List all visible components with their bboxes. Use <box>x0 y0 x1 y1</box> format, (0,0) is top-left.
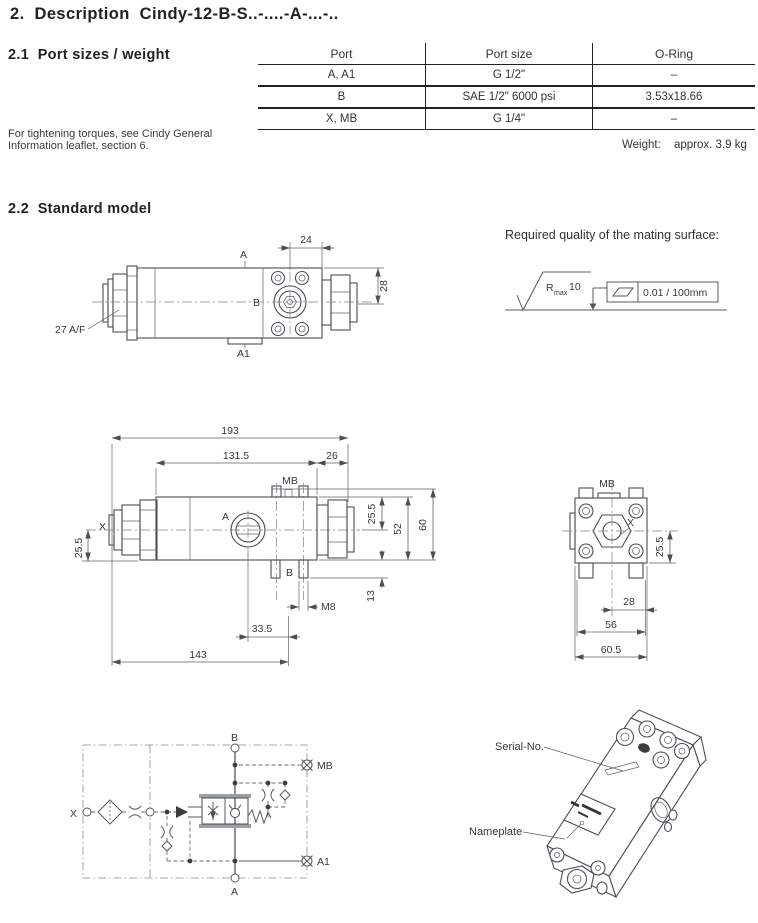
dim-label-60: 60 <box>417 519 429 531</box>
dim-label-28: 28 <box>623 596 635 608</box>
roughness-r: R <box>546 282 554 294</box>
plugged-port-a1 <box>302 856 313 867</box>
roughness-symbol <box>517 272 591 310</box>
torque-note-line1: For tightening torques, see Cindy General <box>8 128 213 140</box>
col-header-port: Port <box>330 47 353 61</box>
port-label-x: X <box>70 808 78 820</box>
col-header-port-size: Port size <box>425 43 593 64</box>
pilot-arrow-icon <box>176 806 188 818</box>
mating-surface-caption: Required quality of the mating surface: <box>505 228 720 242</box>
port-label-a: A <box>240 249 248 261</box>
plug-icon <box>162 841 172 851</box>
table-row <box>258 107 755 129</box>
end-view-drawing <box>550 472 755 672</box>
roughness-value: 10 <box>569 281 581 293</box>
port-sizes-table <box>258 43 755 130</box>
port-label-mb: MB <box>282 475 298 487</box>
flatness-icon <box>613 288 633 296</box>
section-2-1-heading: 2.1 Port sizes / weight <box>8 47 170 63</box>
port-label-a1: A1 <box>317 856 330 868</box>
table-header-row <box>258 43 755 64</box>
wrench-size-label: 27 A/F <box>55 324 86 336</box>
dim-25-5-left <box>73 530 138 561</box>
top-view-drawing <box>40 222 405 374</box>
dim-label-25-5: 25.5 <box>654 536 666 558</box>
serial-no-label: Serial-No. <box>495 741 544 753</box>
dim-label-28: 28 <box>378 280 390 292</box>
flatness-value: 0.01 / 100mm <box>643 287 708 299</box>
hex-fitting-right <box>322 275 357 330</box>
end-body <box>570 488 647 578</box>
plugged-port-mb <box>302 760 313 771</box>
dim-label-60-5: 60.5 <box>600 644 622 656</box>
cartridge-valve-symbol <box>199 794 271 828</box>
cell-oring: – <box>670 113 678 125</box>
port-labels-top <box>55 249 260 360</box>
cell-port-size: SAE 1/2" 6000 psi <box>425 87 593 107</box>
table-row <box>258 85 755 107</box>
side-view-drawing <box>73 420 458 672</box>
port-label-b: B <box>253 297 261 309</box>
dim-label-131-5: 131.5 <box>222 450 250 462</box>
port-label-b: B <box>286 567 294 579</box>
port-label-a: A <box>222 511 230 523</box>
plug-27af <box>103 266 137 340</box>
port-a-side <box>222 510 265 552</box>
dim-label-33-5: 33.5 <box>251 623 273 635</box>
dim-25-5 <box>649 531 676 563</box>
dim-label-m8: M8 <box>321 601 336 613</box>
dim-60-5 <box>575 566 647 661</box>
dim-24 <box>278 234 334 272</box>
port-label-a: A <box>230 886 239 898</box>
dim-label-143: 143 <box>189 649 207 661</box>
section-2-2-heading: 2.2 Standard model <box>8 201 152 217</box>
schematic-labels <box>70 732 333 898</box>
hydraulic-schematic <box>50 705 360 910</box>
hex-fitting-right <box>317 500 354 558</box>
dim-143 <box>112 649 289 662</box>
check-valve-icon <box>231 809 240 818</box>
page-title: 2. Description Cindy-12-B-S..-....-A-...-.. <box>10 5 339 23</box>
cell-port-size: G 1/4" <box>425 109 593 129</box>
flatness-frame <box>590 282 719 310</box>
isometric-view <box>435 698 758 916</box>
port-label-mb: MB <box>599 478 615 490</box>
dim-label-24: 24 <box>300 234 312 246</box>
col-header-oring: O-Ring <box>654 47 693 61</box>
mating-surface-symbol <box>505 262 750 320</box>
dim-label-52: 52 <box>392 523 404 535</box>
dim-26 <box>317 450 348 463</box>
dim-label-26: 26 <box>326 450 338 462</box>
roughness-max: max <box>554 290 568 297</box>
torque-note-line2: Information leaflet, section 6. <box>8 140 149 152</box>
cell-port-size: G 1/2" <box>425 65 593 85</box>
spring-icon <box>248 810 271 823</box>
dim-label-25-5-right: 25.5 <box>366 503 378 525</box>
port-label-b: B <box>230 732 239 744</box>
port-label-a1: A1 <box>237 348 250 360</box>
dim-56 <box>577 580 646 636</box>
cell-port: A, A1 <box>327 69 356 81</box>
x-pilot-line <box>91 800 202 824</box>
table-row <box>258 64 755 85</box>
dim-13 <box>310 550 388 602</box>
cell-oring: 3.53x18.66 <box>645 91 703 103</box>
dim-60 <box>417 489 433 560</box>
port-label-mb: MB <box>317 760 333 772</box>
orifice-icon <box>129 806 141 809</box>
cell-port: B <box>337 91 346 103</box>
dim-label-25-5-left: 25.5 <box>73 537 85 559</box>
dim-label-13: 13 <box>365 590 377 602</box>
dim-25-5-right <box>362 497 388 530</box>
nameplate-label: Nameplate <box>469 826 523 838</box>
dim-m8 <box>287 581 336 613</box>
torque-note <box>8 128 212 152</box>
dim-131-5 <box>156 450 317 495</box>
dim-label-193: 193 <box>221 425 239 437</box>
weight-value: approx. 3.9 kg <box>674 139 747 151</box>
cell-oring: – <box>670 69 678 81</box>
port-label-x: X <box>99 521 107 533</box>
weight-label: Weight: <box>622 139 661 151</box>
port-label-x: X <box>627 517 635 529</box>
dim-label-56: 56 <box>605 619 617 631</box>
cell-port: X, MB <box>325 113 358 125</box>
